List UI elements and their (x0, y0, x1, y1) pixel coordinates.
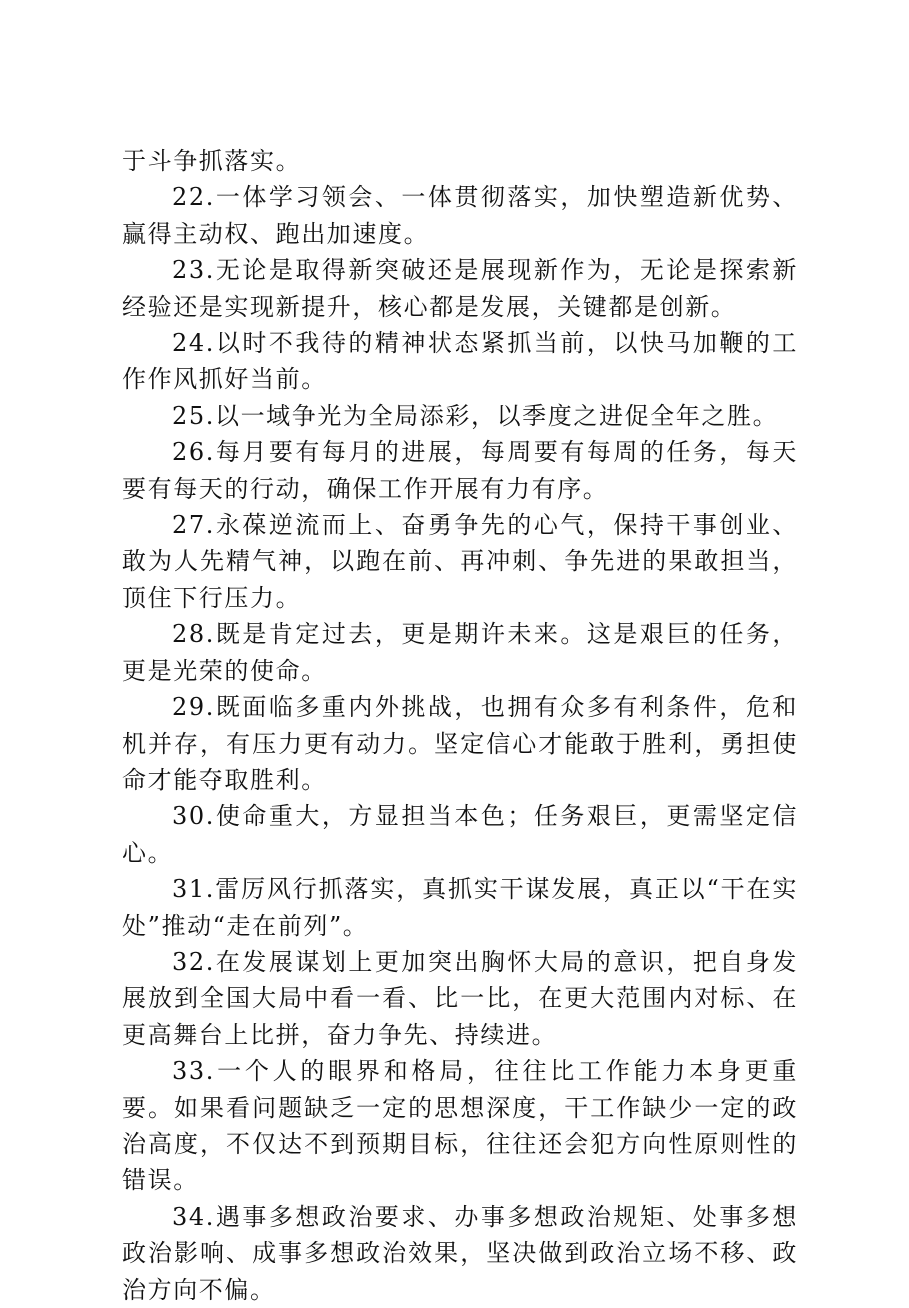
paragraph-26: 26.每月要有每月的进展，每周要有每周的任务，每天要有每天的行动，确保工作开展有力有序。 (122, 438, 798, 503)
paragraph-29: 29.既面临多重内外挑战，也拥有众多有利条件，危和机并存，有压力更有动力。坚定信心才能敢于胜利，勇担使命才能夺取胜利。 (122, 693, 798, 794)
paragraph-25: 25.以一域争光为全局添彩，以季度之进促全年之胜。 (172, 401, 779, 430)
paragraph-30: 30.使命重大，方显担当本色；任务艰巨，更需坚定信心。 (122, 802, 798, 867)
paragraph-27: 27.永葆逆流而上、奋勇争先的心气，保持干事创业、敢为人先精气神，以跑在前、再冲刺、争先进的果敢担当，顶住下行压力。 (122, 511, 798, 612)
paragraph-32: 32.在发展谋划上更加突出胸怀大局的意识，把自身发展放到全国大局中看一看、比一比，在更大范围内对标、在更高舞台上比拼，奋力争先、持续进。 (122, 947, 798, 1049)
paragraph-28: 28.既是肯定过去，更是期许未来。这是艰巨的任务，更是光荣的使命。 (122, 620, 798, 685)
paragraph-23: 23.无论是取得新突破还是展现新作为，无论是探索新经验还是实现新提升，核心都是发展，关键都是创新。 (122, 256, 798, 321)
paragraph-31: 31.雷厉风行抓落实，真抓实干谋发展，真正以“干在实处”推动“走在前列”。 (122, 875, 798, 940)
paragraph-22: 22.一体学习领会、一体贯彻落实，加快塑造新优势、赢得主动权、跑出加速度。 (122, 183, 798, 248)
paragraph-24: 24.以时不我待的精神状态紧抓当前，以快马加鞭的工作作风抓好当前。 (122, 329, 798, 394)
document-body (122, 143, 798, 1308)
paragraph-34: 34.遇事多想政治要求、办事多想政治规矩、处事多想政治影响、成事多想政治效果，坚决做到政治立场不移、政治方向不偏。 (122, 1202, 798, 1304)
paragraph-33: 33.一个人的眼界和格局，往往比工作能力本身更重要。如果看问题缺乏一定的思想深度，干工作缺少一定的政治高度，不仅达不到预期目标，往往还会犯方向性原则性的错误。 (122, 1057, 798, 1195)
paragraph-continuation: 于斗争抓落实。 (122, 147, 302, 175)
